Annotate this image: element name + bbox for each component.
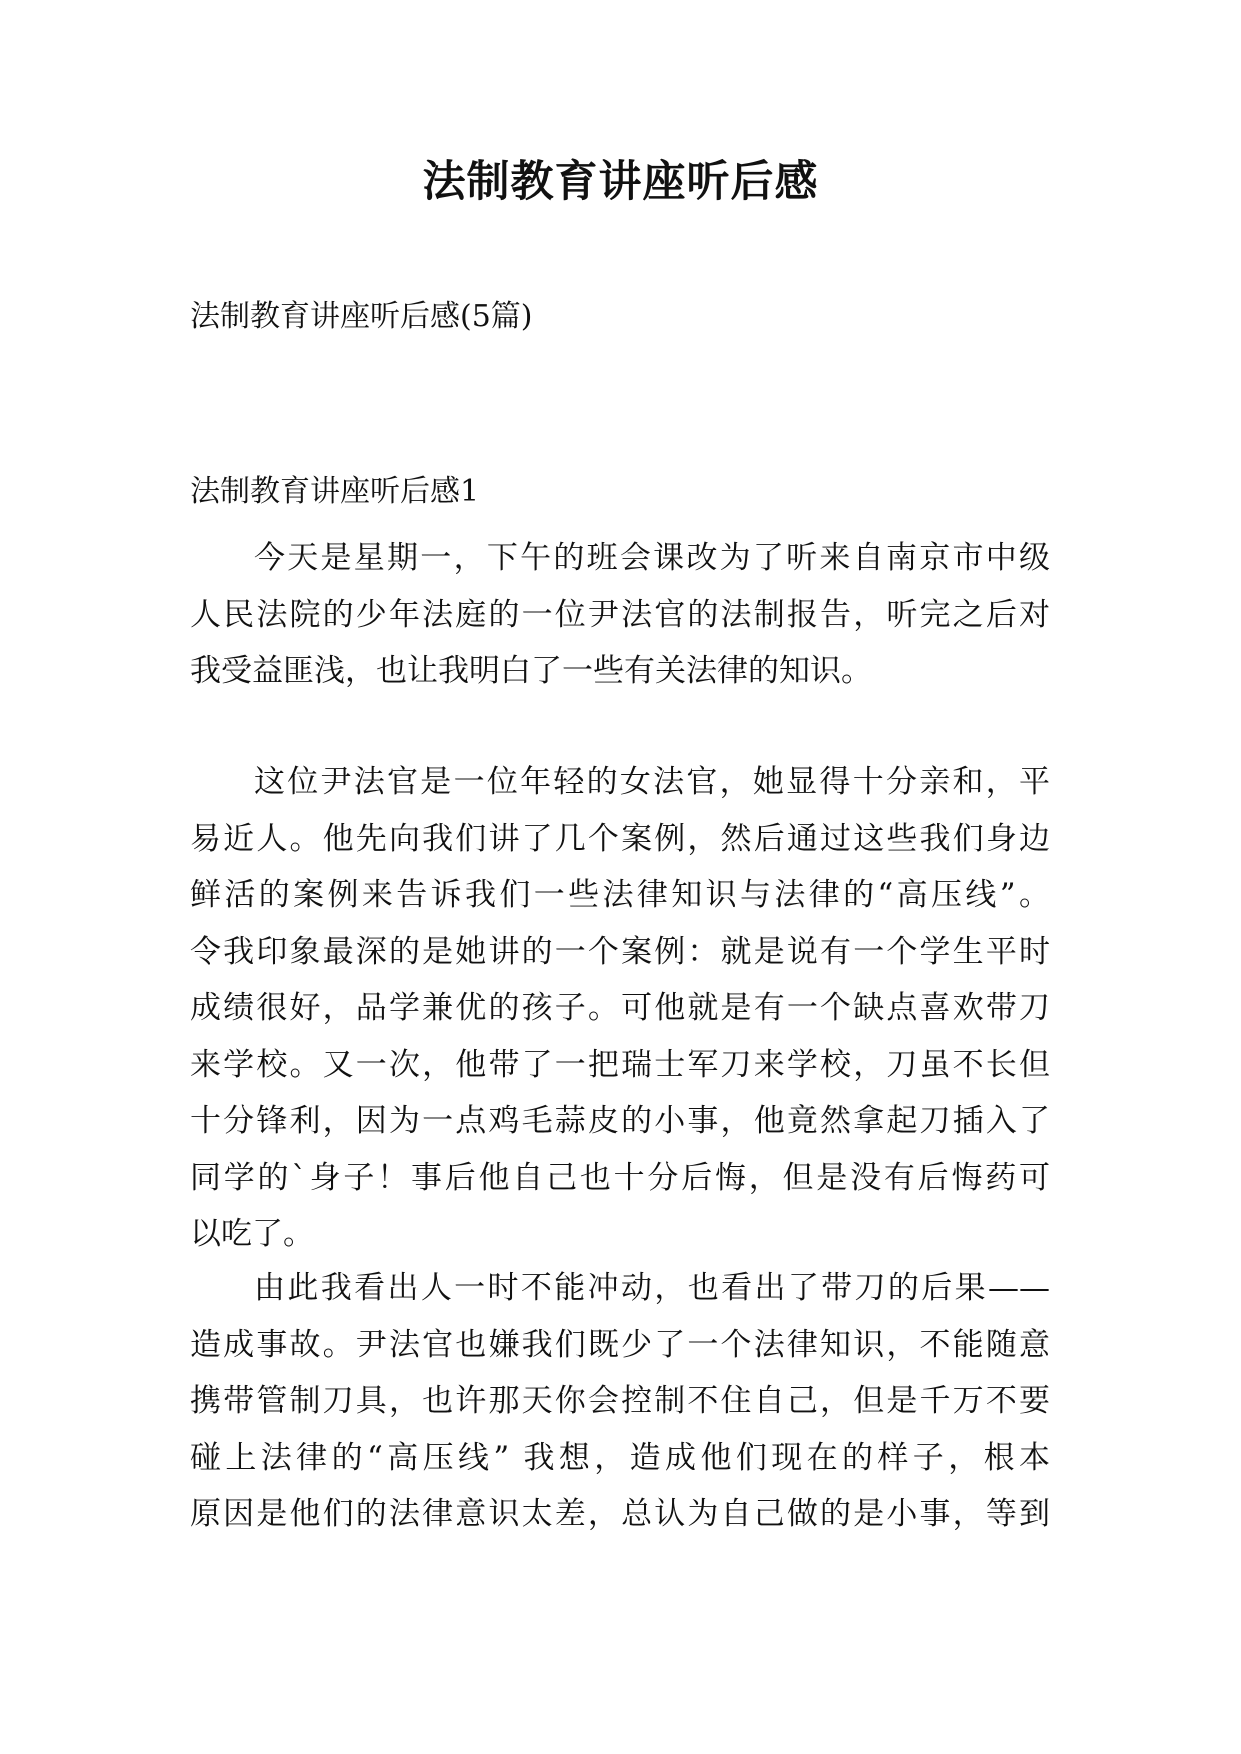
paragraph-line: 携带管制刀具，也许那天你会控制不住自己，但是千万不要 <box>190 1383 1050 1419</box>
paragraph-line: 十分锋利，因为一点鸡毛蒜皮的小事，他竟然拿起刀插入了 <box>190 1103 1050 1139</box>
paragraph-1 <box>190 530 1050 700</box>
section-heading: 法制教育讲座听后感1 <box>190 474 480 509</box>
paragraph-line: 碰上法律的“高压线” 我想，造成他们现在的样子，根本 <box>190 1439 1050 1476</box>
paragraph-line: 我受益匪浅，也让我明白了一些有关法律的知识。 <box>190 653 872 689</box>
paragraph-line: 这位尹法官是一位年轻的女法官，她显得十分亲和，平 <box>254 764 1050 800</box>
document-subtitle: 法制教育讲座听后感(5篇) <box>190 299 533 334</box>
paragraph-3 <box>190 1260 1050 1543</box>
paragraph-line: 同学的`身子！事后他自己也十分后悔，但是没有后悔药可 <box>190 1159 1050 1196</box>
paragraph-line: 以吃了。 <box>190 1216 314 1252</box>
paragraph-line: 今天是星期一，下午的班会课改为了听来自南京市中级 <box>254 540 1050 576</box>
paragraph-line: 原因是他们的法律意识太差，总认为自己做的是小事，等到 <box>190 1496 1050 1532</box>
paragraph-line: 造成事故。尹法官也嫌我们既少了一个法律知识，不能随意 <box>190 1326 1050 1363</box>
paragraph-line: 鲜活的案例来告诉我们一些法律知识与法律的“高压线”。 <box>190 877 1050 913</box>
paragraph-line: 人民法院的少年法庭的一位尹法官的法制报告，听完之后对 <box>190 596 1050 633</box>
paragraph-line: 成绩很好，品学兼优的孩子。可他就是有一个缺点喜欢带刀 <box>190 990 1050 1026</box>
paragraph-2 <box>190 754 1050 1263</box>
paragraph-line: 来学校。又一次，他带了一把瑞士军刀来学校，刀虽不长但 <box>190 1046 1050 1083</box>
paragraph-line: 易近人。他先向我们讲了几个案例，然后通过这些我们身边 <box>190 820 1050 857</box>
paragraph-line: 由此我看出人一时不能冲动，也看出了带刀的后果—— <box>254 1270 1050 1306</box>
document-title: 法制教育讲座听后感 <box>422 157 819 207</box>
paragraph-line: 令我印象最深的是她讲的一个案例：就是说有一个学生平时 <box>190 933 1050 970</box>
